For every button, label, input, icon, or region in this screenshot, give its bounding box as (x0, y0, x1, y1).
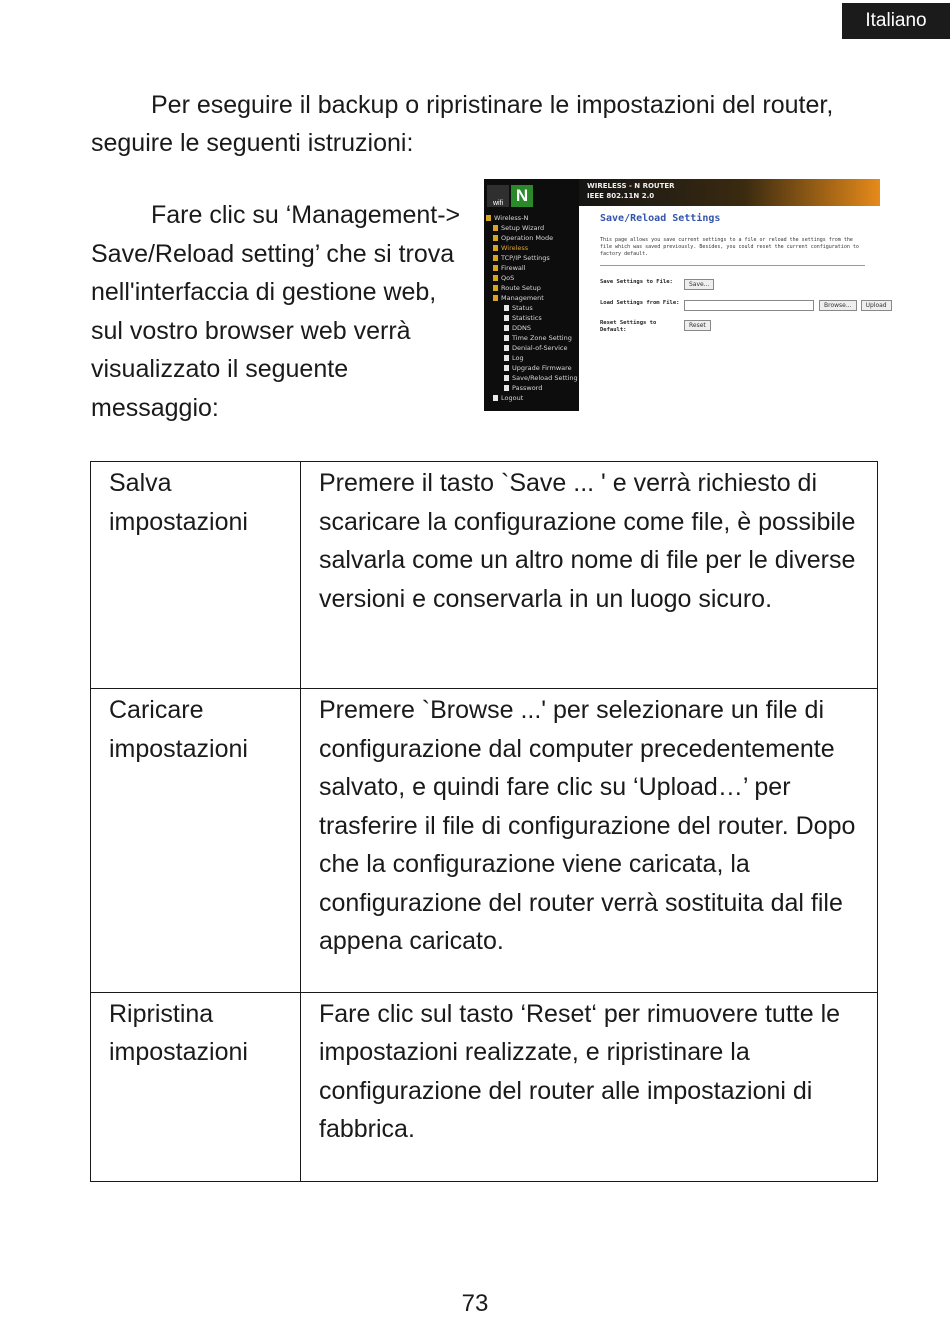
row-label-cell (91, 992, 301, 1181)
menu-item[interactable] (486, 363, 579, 373)
folder-icon (493, 275, 498, 281)
folder-icon (486, 215, 491, 221)
router-screenshot (484, 179, 887, 411)
settings-table (90, 461, 878, 1182)
menu-item[interactable] (486, 373, 579, 383)
menu-item-label: Statistics (512, 314, 542, 322)
row-label: Salva impostazioni (109, 469, 248, 536)
step-text: Fare clic su ‘Management-> Save/Reload setting’ che si trova nell'interfaccia di gestione web, sul vostro browser web verrà visualizzato il seguente messaggio: (91, 201, 461, 422)
menu-item[interactable] (486, 353, 579, 363)
router-sidebar (484, 179, 579, 411)
menu-item[interactable] (486, 223, 579, 233)
row-description: Premere `Browse ...' per selezionare un file di configurazione dal computer precedentemente salvato, e quindi fare clic su ‘Upload…’ per trasferire il file di configurazione del router. Dopo che la configurazione viene caricata, la configurazione del router verrà sostituita dal file appena caricato. (319, 696, 856, 956)
folder-icon (493, 225, 498, 231)
menu-item[interactable] (486, 283, 579, 293)
step-paragraph (91, 196, 461, 427)
menu-item[interactable] (486, 293, 579, 303)
router-page-description: This page allows you save current settings to a file or reload the settings from the file which was saved previously. Besides, you could reset the current configuration to factory default. (600, 237, 859, 257)
menu-item[interactable] (486, 303, 579, 313)
folder-icon (493, 295, 498, 301)
page-number: 73 (461, 1290, 489, 1317)
menu-item[interactable] (486, 323, 579, 333)
menu-item-label: QoS (501, 274, 515, 282)
folder-icon (493, 395, 498, 401)
menu-item-label: Log (512, 354, 524, 362)
language-tab: Italiano (842, 3, 950, 39)
menu-item-label: Status (512, 304, 533, 312)
menu-item[interactable] (486, 343, 579, 353)
page-icon (504, 375, 509, 381)
menu-item[interactable] (486, 263, 579, 273)
page-icon (504, 345, 509, 351)
folder-icon (493, 265, 498, 271)
menu-item-label: Management (501, 294, 544, 302)
menu-item-label: Route Setup (501, 284, 541, 292)
menu-item-label: DDNS (512, 324, 531, 332)
row-label-cell (91, 689, 301, 992)
reset-button[interactable]: Reset (684, 320, 711, 331)
page-icon (504, 305, 509, 311)
page-icon (504, 315, 509, 321)
menu-item-label: Save/Reload Setting (512, 374, 578, 382)
menu-item-label: Upgrade Firmware (512, 364, 572, 372)
folder-icon (493, 255, 498, 261)
reset-settings-label: Reset Settings to Default: (600, 320, 657, 333)
divider (600, 265, 865, 266)
menu-item[interactable] (486, 253, 579, 263)
intro-paragraph (91, 86, 871, 162)
page-icon (504, 385, 509, 391)
menu-item[interactable] (486, 233, 579, 243)
table-row (91, 992, 878, 1181)
save-settings-row (600, 279, 718, 290)
menu-item-label: Wireless (501, 244, 529, 252)
folder-icon (493, 245, 498, 251)
row-label: Ripristina impostazioni (109, 999, 248, 1067)
page-icon (504, 365, 509, 371)
menu-item-label: TCP/IP Settings (501, 254, 550, 262)
row-text-cell (301, 462, 878, 689)
table-row (91, 689, 878, 992)
row-description: Premere il tasto `Save ... ' e verrà richiesto di scaricare la configurazione come file, è possibile salvarla come un altro nome di file per le diverse versioni e conservarla in un luogo sicuro. (319, 469, 856, 613)
load-settings-row (600, 300, 896, 311)
menu-item[interactable] (486, 243, 579, 253)
page-icon (504, 355, 509, 361)
save-button[interactable]: Save... (684, 279, 714, 290)
menu-item[interactable] (486, 333, 579, 343)
intro-text: Per eseguire il backup o ripristinare le impostazioni del router, seguire le seguenti istruzioni: (91, 91, 834, 157)
router-banner (579, 179, 880, 206)
banner-title: WIRELESS - N ROUTER (587, 182, 675, 190)
wifi-logo-icon: wifi (487, 185, 509, 207)
router-page-title: Save/Reload Settings (600, 213, 721, 224)
row-text-cell (301, 992, 878, 1181)
menu-item-label: Logout (501, 394, 524, 402)
menu-item[interactable] (486, 213, 579, 223)
row-label: Caricare impostazioni (109, 696, 248, 763)
menu-item[interactable] (486, 383, 579, 393)
menu-item[interactable] (486, 273, 579, 283)
upload-button[interactable]: Upload (861, 300, 892, 311)
table-row (91, 462, 878, 689)
menu-item-label: Operation Mode (501, 234, 554, 242)
page-icon (504, 335, 509, 341)
file-path-input[interactable] (684, 300, 814, 311)
router-main-panel (579, 206, 887, 411)
menu-item-label: Setup Wizard (501, 224, 545, 232)
row-description: Fare clic sul tasto ‘Reset‘ per rimuovere tutte le impostazioni realizzate, e ripristinare la configurazione del router alle impostazioni di fabbrica. (319, 999, 841, 1144)
load-settings-label: Load Settings from File: (600, 300, 680, 306)
menu-item[interactable] (486, 393, 579, 403)
menu-item-label: Password (512, 384, 543, 392)
row-text-cell (301, 689, 878, 992)
menu-item-label: Wireless-N (494, 214, 529, 222)
router-menu-tree (486, 213, 579, 403)
n-logo-icon: N (511, 185, 533, 207)
folder-icon (493, 285, 498, 291)
reset-settings-row (600, 320, 715, 334)
menu-item-label: Denial-of-Service (512, 344, 568, 352)
browse-button[interactable]: Browse... (819, 300, 857, 311)
menu-item-label: Time Zone Setting (512, 334, 572, 342)
menu-item[interactable] (486, 313, 579, 323)
row-label-cell (91, 462, 301, 689)
menu-item-label: Firewall (501, 264, 526, 272)
banner-subtitle: IEEE 802.11N 2.0 (587, 192, 655, 200)
save-settings-label: Save Settings to File: (600, 279, 673, 285)
page-icon (504, 325, 509, 331)
folder-icon (493, 235, 498, 241)
router-logo (487, 185, 535, 207)
